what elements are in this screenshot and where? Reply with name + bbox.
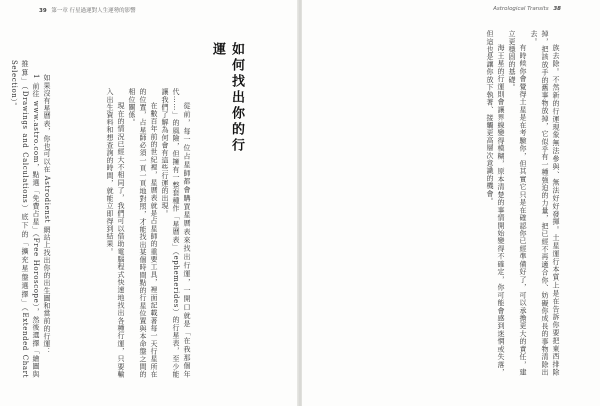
footnote-paragraph: 如果沒有星曆表，你也可以在 Astrodienst 網站上找出你的出生圖和當前的行運：: [43, 74, 51, 356]
left-page-number: 39: [39, 8, 47, 14]
left-chapter-label: 第一章: [51, 8, 68, 14]
right-page-header: [493, 6, 564, 12]
right-paragraph: 族去除。不然新的行運現象無法參與、無法好好發揮。土星運行本質上是在告訴你要把東西排除掉，把該放手的舊事物放掉，它似乎有一種強迫的力量，把已經不再適合你、妨礙你成長的事物清除出去。: [530, 30, 560, 376]
left-page-header: [36, 6, 136, 14]
left-paragraph: 從前，每一位占星師都會購買星曆表來找出行運，一開口就是「在我那個年代……」的風險，但擁有一整套種作「星曆表」（ephemerides）的行星表，至少能讓我們了解為何會有這些行運的出現。: [161, 88, 191, 378]
left-paragraph: 現在的情況已經大不相同了，我們可以借助電腦程式快速地找出各種行運，只要輸入出生資料和想查詢的時間，就能立即得到結果。: [106, 88, 125, 378]
left-running-title: 行星過運對人生運勢的影響: [69, 8, 136, 14]
section-title: 如何找出你的行運: [210, 42, 244, 154]
left-footnote-text: [10, 60, 52, 378]
left-paragraph: 在數百年前的世紀裡，星曆表就是占星師的重要工具，裡面記載著每一天行星所在的位置，占星師必須一頁一頁地對照，才能找出某個時間點的行星位置與本命盤之間的相位關係。: [128, 88, 158, 378]
left-page: [0, 0, 298, 406]
right-running-title: Astrological Transits: [493, 6, 549, 12]
right-paragraph: 有時候你會覺得土星是在考驗你，但其實它只是在確認你已經準備好了，可以承擔更大的責任，建立更穩固的基礎。: [508, 30, 527, 376]
right-body-text: [333, 30, 561, 376]
right-page-number: 38: [553, 6, 561, 12]
left-body-text: [42, 88, 192, 378]
right-paragraph: 海王星的行運則會讓界線變得模糊，原本清楚的事情開始變得不確定，你可能會感到迷惘或失落，但這也是讓你放下執著、接觸更高層次意識的機會。: [486, 30, 505, 376]
footnote-paragraph: 1 前往 www.astro.com，點選「免費占星」（Free Horoscope），然後選擇「繪圖與推算」（Drawings and Calculations）底下的「擴充星盤選擇」（Extended Chart Selection）。: [10, 60, 40, 378]
